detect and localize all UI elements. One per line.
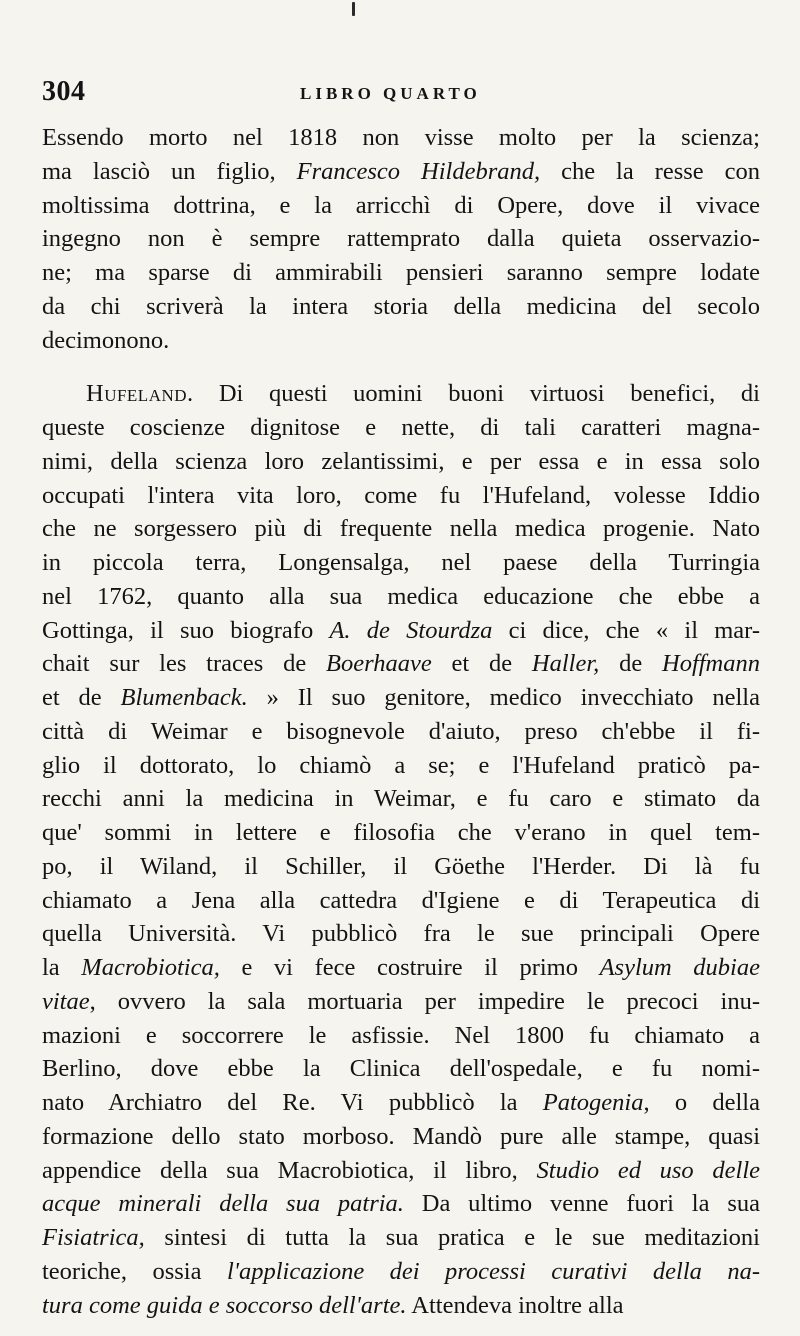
text-span: , ovvero la sala mortuaria per impedire le precoci inu- — [89, 987, 760, 1015]
text-span: moltissima dottrina, e la arricchì di Opere, dove il vivace — [42, 191, 760, 219]
text-span: chait sur les traces de — [42, 650, 327, 678]
text-span: et de — [42, 684, 121, 711]
text-line — [42, 614, 760, 648]
italic-text: Hoffmann — [662, 650, 760, 678]
text-span: in piccola terra, Longensalga, nel paese della Turringia — [42, 549, 760, 576]
text-span: » Il suo genitore, medico invecchiato nella — [247, 684, 760, 711]
text-span: che ne sorgessero più di frequente nella medica progenie. Nato — [42, 515, 760, 543]
text-span: formazione dello stato morboso. Mandò pure alle stampe, quasi — [42, 1122, 760, 1150]
italic-text: acque minerali della sua patria. — [42, 1190, 404, 1218]
text-line — [42, 1019, 760, 1053]
text-line — [42, 1187, 760, 1221]
text-span: che la resse con — [540, 157, 760, 185]
italic-text: Haller, — [531, 650, 600, 678]
text-span: appendice della sua Macrobiotica, il libro, — [42, 1156, 537, 1184]
paragraph-2 — [42, 377, 760, 1322]
text-line — [42, 189, 760, 223]
text-line — [42, 681, 760, 715]
text-line — [42, 782, 760, 816]
italic-text: Patogenia — [542, 1089, 644, 1116]
body-text — [42, 121, 760, 1322]
text-span: quella Università. Vi pubblicò fra le sue principali Opere — [42, 920, 760, 948]
italic-text: Studio ed uso delle — [536, 1156, 760, 1184]
page-number: 304 — [42, 76, 86, 107]
text-span: la — [42, 954, 82, 981]
text-span: Da ultimo venne fuori la sua — [403, 1190, 760, 1218]
italic-text: l'applicazione dei processi curativi della na- — [226, 1257, 760, 1285]
paragraph-1 — [42, 121, 760, 357]
text-span: chiamato a Jena alla cattedra d'Igiene e di Terapeutica di — [42, 886, 760, 914]
text-span: nel 1762, quanto alla sua medica educazione che ebbe a — [42, 582, 760, 610]
text-line — [42, 647, 760, 681]
text-span: città di Weimar e bisognevole d'aiuto, preso ch'ebbe il fi- — [42, 717, 760, 745]
text-span: ci dice, che « il mar- — [492, 616, 760, 644]
small-caps-text: Hufeland — [86, 380, 188, 408]
text-span: ingegno non è sempre rattemprato dalla quieta osservazio- — [42, 225, 760, 253]
italic-text: A. de Stourdza — [329, 616, 493, 644]
text-span: ne; ma sparse di ammirabili pensieri saranno sempre lodate — [42, 259, 760, 286]
text-span: recchi anni la medicina in Weimar, e fu caro e stimato da — [42, 785, 760, 813]
italic-text: Fisiatrica, — [42, 1224, 145, 1251]
text-line — [42, 377, 760, 411]
text-line — [42, 546, 760, 580]
paragraph-gap — [42, 357, 760, 377]
italic-text: Blumenback. — [120, 684, 248, 711]
text-span: glio il dottorato, lo chiamò a se; e l'Hufeland praticò pa- — [42, 751, 760, 779]
italic-text: vitae — [42, 987, 90, 1015]
text-line — [42, 580, 760, 614]
text-line — [42, 1052, 760, 1086]
text-line — [42, 715, 760, 749]
text-line — [42, 917, 760, 951]
ink-mark — [352, 2, 355, 16]
text-line — [42, 121, 760, 155]
text-span: decimonono. — [42, 326, 170, 354]
text-span: e vi fece costruire il primo — [219, 954, 600, 981]
text-span: Essendo morto nel 1818 non visse molto per la scienza; — [42, 124, 760, 151]
text-line — [42, 985, 760, 1019]
text-line — [42, 816, 760, 850]
text-line — [42, 256, 760, 290]
text-span: nato Archiatro del Re. Vi pubblicò la — [42, 1089, 543, 1116]
text-line — [42, 1086, 760, 1120]
text-line — [42, 512, 760, 546]
text-span: et de — [431, 650, 532, 678]
text-span: Berlino, dove ebbe la Clinica dell'ospedale, e fu nomi- — [42, 1055, 760, 1083]
text-span: . Di questi uomini buoni virtuosi benefici, di — [187, 380, 760, 408]
text-line — [42, 749, 760, 783]
text-line — [42, 850, 760, 884]
italic-text: Boerhaave — [326, 650, 432, 678]
italic-text: tura come guida e soccorso dell'arte. — [42, 1291, 407, 1319]
text-line — [42, 324, 760, 358]
italic-text: Francesco Hildebrand, — [296, 157, 541, 185]
text-line — [42, 222, 760, 256]
running-title: LIBRO QUARTO — [300, 84, 481, 103]
text-line — [42, 1289, 760, 1323]
text-line — [42, 155, 760, 189]
text-span: occupati l'intera vita loro, come fu l'Hufeland, volesse Iddio — [42, 481, 760, 509]
text-line — [42, 479, 760, 513]
text-line — [42, 1221, 760, 1255]
text-line — [42, 951, 760, 985]
text-span: sintesi di tutta la sua pratica e le sue meditazioni — [144, 1224, 760, 1251]
text-span: de — [599, 650, 662, 678]
text-span: Gottinga, il suo biografo — [42, 616, 330, 644]
text-span: nimi, della scienza loro zelantissimi, e per essa e in essa solo — [42, 447, 760, 475]
text-span: da chi scriverà la intera storia della medicina del secolo — [42, 292, 760, 320]
text-span: Attendeva inoltre alla — [406, 1291, 624, 1319]
text-span: , o della — [643, 1089, 760, 1116]
page-header — [42, 76, 762, 116]
text-span: que' sommi in lettere e filosofia che v'erano in quel tem- — [42, 819, 760, 846]
text-span: teoriche, ossia — [42, 1257, 227, 1285]
text-line — [42, 290, 760, 324]
text-line — [42, 1255, 760, 1289]
text-span: ma lasciò un figlio, — [42, 157, 297, 185]
italic-text: Asylum dubiae — [599, 954, 760, 981]
text-line — [42, 445, 760, 479]
text-line — [42, 411, 760, 445]
text-line — [42, 1120, 760, 1154]
text-line — [42, 1154, 760, 1188]
text-line — [42, 884, 760, 918]
text-span: po, il Wiland, il Schiller, il Göethe l'Herder. Di là fu — [42, 852, 760, 880]
text-span: queste coscienze dignitose e nette, di tali caratteri magna- — [42, 414, 760, 441]
text-span: mazioni e soccorrere le asfissie. Nel 1800 fu chiamato a — [42, 1021, 760, 1049]
italic-text: Macrobiotica, — [81, 954, 220, 981]
